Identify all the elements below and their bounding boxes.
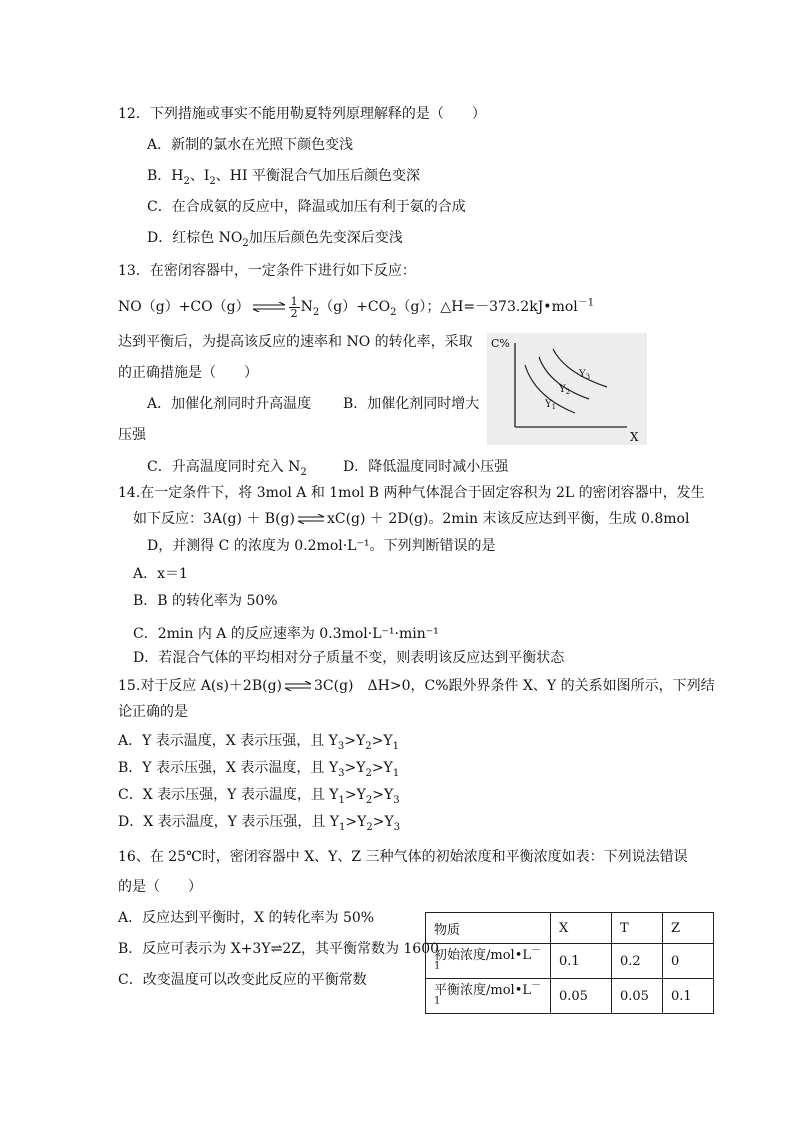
c-percent-vs-x-graph (487, 333, 647, 445)
q14-line1: 14.在一定条件下，将 3mol A 和 1mol B 两种气体混合于固定容积为 2L 的密闭容器中，发生 (118, 485, 705, 501)
table-row (426, 979, 714, 1014)
q15-option-a: A．Y 表示温度，X 表示压强，且 $Y_3>Y_2>Y_1$ (118, 733, 400, 752)
q16-option-a: A．反应达到平衡时，X 的转化率为 50% (118, 910, 375, 926)
table-cell: T (612, 913, 663, 944)
equilibrium-arrow-icon (297, 514, 325, 524)
table-cell: 0.05 (551, 979, 612, 1014)
q16-option-b: B．反应可表示为 X+3Y⇌2Z，其平衡常数为 1600 (118, 941, 440, 957)
curve-y3-label: Y (579, 369, 586, 380)
half-fraction: $\frac{1}{2}$ (290, 294, 298, 320)
q13-option-d: D．降低温度同时减小压强 (343, 459, 509, 475)
q14-option-b: B．B 的转化率为 50% (133, 593, 278, 609)
q14-line3: D，并测得 C 的浓度为 0.2mol·L⁻¹。下列判断错误的是 (147, 538, 496, 554)
q15-line1: 15.对于反应 A(s)＋2B(g) 3C(g) ΔH>0，C%跟外界条件 X、Y 的关系如图所示，下列结 (118, 678, 715, 694)
table-cell: 0.05 (612, 979, 663, 1014)
table-row (426, 944, 714, 979)
curve-y1-label: Y (545, 399, 552, 410)
table-cell: 0.2 (612, 944, 663, 979)
q13-stem: 13．在密闭容器中，一定条件下进行如下反应： (118, 263, 416, 279)
table-cell: 初始浓度$/mol•L^{-1}$ (426, 944, 551, 979)
equilibrium-arrow-icon (252, 302, 286, 312)
q15-option-b: B．Y 表示压强，X 表示温度，且 $Y_3>Y_2>Y_1$ (118, 760, 400, 779)
q13-option-b: B．加催化剂同时增大 (343, 396, 480, 412)
q12-stem: 12．下列措施或事实不能用勒夏特列原理解释的是（ ） (118, 106, 486, 122)
q12-option-d: D．红棕色 $NO_2$加压后颜色先变深后变浅 (147, 230, 403, 249)
q14-line2: 如下反应：3A(g) ＋ B(g) xC(g) ＋ 2D(g)。2min 末该反应达到平衡，生成 0.8mol (133, 511, 690, 527)
q14-option-a: A．x＝1 (133, 566, 188, 582)
svg-text:Y1: $Y_1$ (545, 399, 557, 411)
svg-text:Y3: $Y_3$ (579, 369, 591, 381)
q12-option-b: B．$H_2$、$I_2$、HI 平衡混合气加压后颜色变深 (147, 168, 420, 187)
q14-option-d: D．若混合气体的平均相对分子质量不变，则表明该反应达到平衡状态 (133, 650, 565, 666)
q16-line1: 16、在 25℃时，密闭容器中 X、Y、Z 三种气体的初始浓度和平衡浓度如表：下列说法错误 (118, 849, 688, 865)
q13-option-b-cont: 压强 (118, 427, 146, 443)
table-cell: 0.1 (663, 979, 714, 1014)
q13-line3: 达到平衡后，为提高该反应的速率和 NO 的转化率，采取 (118, 334, 473, 350)
q12-option-a: A．新制的氯水在光照下颜色变浅 (147, 137, 354, 153)
table-cell: X (551, 913, 612, 944)
q13-option-a: A．加催化剂同时升高温度 (147, 396, 312, 412)
q13-equation: NO（g）+CO（g） $\frac{1}{2}$ $N_2(g)+CO_2(g)$；△H=－373.2kJ•mol$^{-1}$ (118, 294, 595, 320)
q16-option-c: C．改变温度可以改变此反应的平衡常数 (118, 972, 367, 988)
q15-line2: 论正确的是 (118, 704, 188, 720)
table-cell: 物质 (426, 913, 551, 944)
q15-option-d: D．X 表示温度，Y 表示压强，且 $Y_1>Y_2>Y_3$ (118, 814, 401, 833)
graph-x-label: X (630, 430, 639, 444)
q16-line2: 的是（ ） (118, 879, 202, 895)
q12-option-c: C．在合成氨的反应中，降温或加压有利于氨的合成 (147, 199, 466, 215)
table-cell: 0 (663, 944, 714, 979)
q13-option-c: C．升高温度同时充入 $N_2$ (147, 459, 307, 478)
curve-y2-label: Y (559, 384, 566, 395)
q15-option-c: C．X 表示压强，Y 表示温度，且 $Y_1>Y_2>Y_3$ (118, 787, 400, 806)
concentration-table (425, 912, 714, 1014)
table-cell: 0.1 (551, 944, 612, 979)
equilibrium-arrow-icon (284, 681, 312, 691)
table-header-row (426, 913, 714, 944)
q13-line4: 的正确措施是（ ） (118, 365, 258, 381)
table-cell: 平衡浓度$/mol•L^{-1}$ (426, 979, 551, 1014)
table-cell: Z (663, 913, 714, 944)
q14-option-c: C．2min 内 A 的反应速率为 0.3mol·L⁻¹·min⁻¹ (133, 626, 439, 642)
svg-text:Y2: $Y_2$ (559, 384, 571, 396)
graph-y-label: C% (491, 337, 510, 350)
